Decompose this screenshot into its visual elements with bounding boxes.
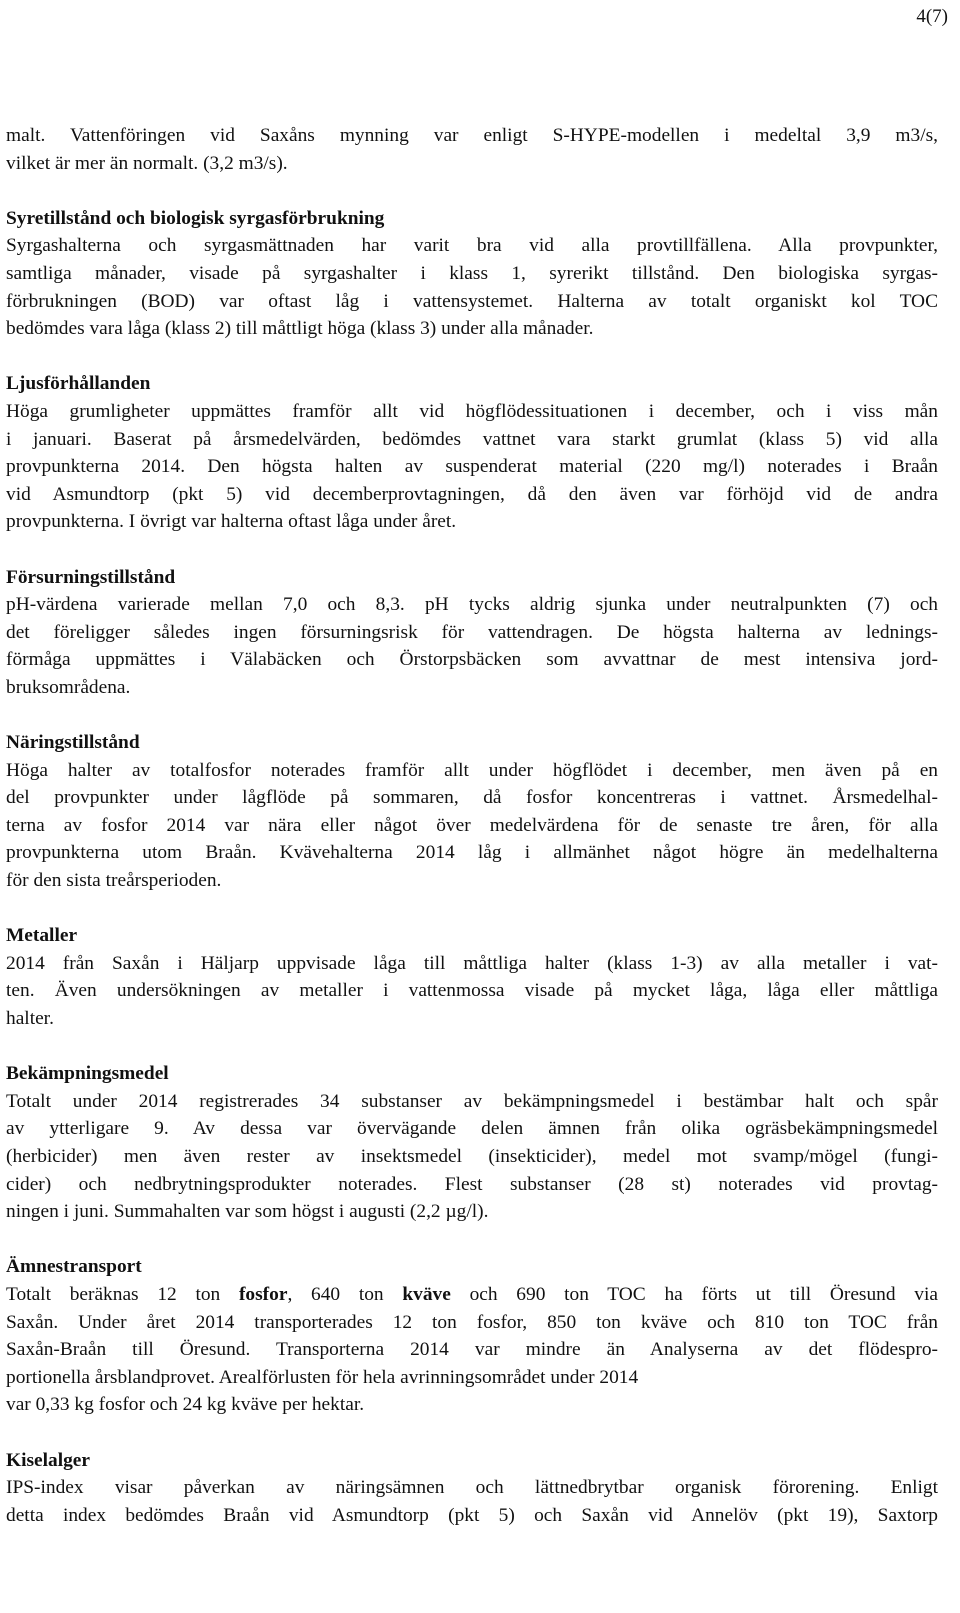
section-naring: [6, 729, 938, 895]
text-line: 2014 från Saxån i Häljarp uppvisade låga till måttliga halter (klass 1-3) av alla metaller i vat-: [6, 952, 938, 974]
text-run: , 640 ton: [287, 1283, 403, 1305]
text-line: del provpunkter under lågflöde på sommaren, då fosfor koncentreras i vattnet. Årsmedelhal-: [6, 787, 938, 809]
section-heading: Försurningstillstånd: [6, 566, 176, 588]
section-heading: Ljusförhållanden: [6, 373, 151, 395]
text-line: [6, 1281, 938, 1309]
section-heading: Kiselalger: [6, 1449, 91, 1471]
text-line: förmåga uppmättes i Välabäcken och Örstorpsbäcken som avvattnar de mest intensiva jord-: [6, 649, 938, 671]
text-line: av ytterligare 9. Av dessa var övervägande delen ämnen från olika ogräsbekämpningsmedel: [6, 1118, 938, 1140]
section-amnestransport: [6, 1253, 938, 1419]
text-line: (herbicider) men även rester av insektsmedel (insekticider), medel mot svamp/mögel (fungi-: [6, 1145, 938, 1167]
text-line: det föreligger således ingen försurningsrisk för vattendragen. De högsta halterna av lednings-: [6, 621, 938, 643]
text-line: provpunkterna 2014. Den högsta halten av suspenderat material (220 mg/l) noterades i Braån: [6, 456, 938, 478]
section-heading: Ämnestransport: [6, 1256, 142, 1278]
text-line: var 0,33 kg fosfor och 24 kg kväve per hektar.: [6, 1394, 365, 1416]
text-line: pH-värdena varierade mellan 7,0 och 8,3. pH tycks aldrig sjunka under neutralpunkten (7) och: [6, 594, 938, 616]
text-line: samtliga månader, visade på syrgashalter i klass 1, syrerikt tillstånd. Den biologiska syrgas-: [6, 262, 938, 284]
text-line: halter.: [6, 1008, 54, 1029]
text-line: vid Asmundtorp (pkt 5) vid decemberprovtagningen, då den även var förhöjd vid de andra: [6, 483, 938, 505]
text-line: Saxån. Under året 2014 transporterades 12 ton fosfor, 850 ton kväve och 810 ton TOC från: [6, 1311, 938, 1333]
bold-fosfor: fosfor: [238, 1283, 288, 1305]
text-line: för den sista treårsperioden.: [6, 870, 222, 892]
text-line: provpunkterna. I övrigt var halterna oftast låga under året.: [6, 511, 457, 533]
section-syre: [6, 205, 938, 343]
text-line: provpunkterna utom Braån. Kvävehalterna 2014 låg i allmänhet något högre än medelhalterna: [6, 842, 938, 864]
page-number: 4(7): [916, 6, 948, 27]
section-ljus: [6, 370, 938, 536]
text-line: terna av fosfor 2014 var nära eller något över medelvärdena för de senaste tre åren, för alla: [6, 814, 938, 836]
section-bekampningsmedel: [6, 1060, 938, 1226]
intro-paragraph: [6, 122, 938, 177]
section-forsurning: [6, 564, 938, 702]
text-line: Saxån-Braån till Öresund. Transporterna 2014 var mindre än Analyserna av det flödespro-: [6, 1339, 938, 1361]
text-run: och 690 ton TOC ha förts ut till Öresund via: [450, 1283, 938, 1305]
text-run: Totalt beräknas 12 ton: [6, 1283, 239, 1305]
text-line: förbrukningen (BOD) var oftast låg i vattensystemet. Halterna av totalt organiskt kol TOC: [6, 290, 938, 312]
section-heading: Bekämpningsmedel: [6, 1063, 169, 1085]
document-body: [6, 122, 938, 1529]
section-kiselalger: [6, 1447, 938, 1530]
text-line: bedömdes vara låga (klass 2) till måttligt höga (klass 3) under alla månader.: [6, 318, 594, 340]
text-line: Höga halter av totalfosfor noterades framför allt under högflödet i december, men även på en: [6, 759, 938, 781]
text-line: cider) och nedbrytningsprodukter noterades. Flest substanser (28 st) noterades vid provtag-: [6, 1173, 938, 1195]
section-metaller: [6, 922, 938, 1032]
text-line: i januari. Baserat på årsmedelvärden, bedömdes vattnet vara starkt grumlat (klass 5) vid alla: [6, 428, 938, 450]
text-line: vilket är mer än normalt. (3,2 m3/s).: [6, 152, 288, 174]
text-line: bruksområdena.: [6, 676, 131, 698]
text-line: Totalt under 2014 registrerades 34 substanser av bekämpningsmedel i bestämbar halt och spår: [6, 1090, 938, 1112]
text-line: IPS-index visar påverkan av näringsämnen och lättnedbrytbar organisk förorening. Enligt: [6, 1477, 938, 1499]
section-heading: Metaller: [6, 925, 78, 947]
section-heading: Syretillstånd och biologisk syrgasförbrukning: [6, 207, 385, 229]
text-line: ningen i juni. Summahalten var som högst i augusti (2,2 µg/l).: [6, 1201, 489, 1223]
text-line: Syrgashalterna och syrgasmättnaden har varit bra vid alla provtillfällena. Alla provpunkter,: [6, 235, 938, 257]
text-line: portionella årsblandprovet. Arealförlusten för hela avrinningsområdet under 2014: [6, 1366, 639, 1388]
bold-kvave: kväve: [402, 1283, 451, 1305]
text-line: malt. Vattenföringen vid Saxåns mynning var enligt S-HYPE-modellen i medeltal 3,9 m3/s,: [6, 125, 938, 146]
text-line: Höga grumligheter uppmättes framför allt vid högflödessituationen i december, och i viss mån: [6, 400, 938, 422]
section-heading: Näringstillstånd: [6, 732, 140, 754]
text-line: detta index bedömdes Braån vid Asmundtorp (pkt 5) och Saxån vid Annelöv (pkt 19), Saxtorp: [6, 1504, 938, 1526]
text-line: ten. Även undersökningen av metaller i vattenmossa visade på mycket låga, låga eller måttliga: [6, 980, 938, 1002]
